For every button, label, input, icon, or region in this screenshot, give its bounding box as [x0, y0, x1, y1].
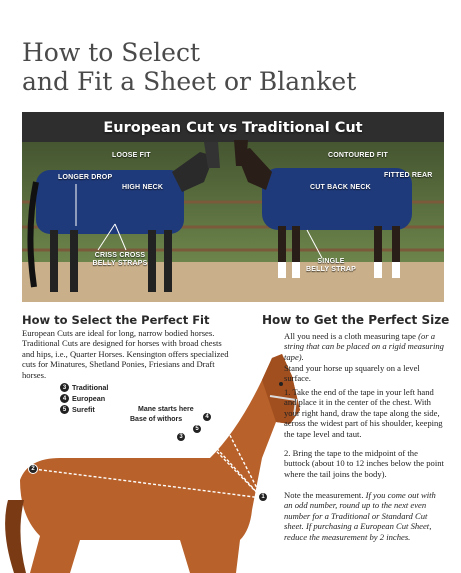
callout-single-line2: BELLY STRAP	[305, 266, 357, 273]
horses-illustration	[22, 112, 444, 302]
size-note	[284, 490, 444, 542]
page-title	[22, 38, 442, 96]
legend-label: Traditional	[72, 383, 109, 392]
mane-label: Mane starts here	[138, 406, 194, 413]
callout-criss-cross-line2: BELLY STRAPS	[92, 260, 148, 267]
size-note-detail: If you come out with an odd number, round up to the next even number for a Traditional or Standard Cut sheet. If purchasing a European Cut Sheet, reduce the measurement by 2 inches.	[284, 490, 436, 542]
size-stand: Stand your horse up squarely on a level surface.	[284, 363, 420, 384]
legend-label: European	[72, 394, 106, 403]
size-intro-text: All you need is a cloth measuring tape	[284, 331, 416, 341]
marker-3: 3	[176, 432, 186, 442]
legend-number: 5	[60, 405, 69, 414]
cut-comparison-photo	[22, 112, 444, 302]
marker-4: 4	[202, 412, 212, 422]
banner-title: European Cut vs Traditional Cut	[103, 120, 363, 136]
size-intro-note: (or a string that can be placed on a rigid measuring tape).	[284, 331, 444, 362]
size-step-1: 1. Take the end of the tape in your left hand and place it in the center of the chest. With your right hand, draw the tape along the side, across the widest part of his shoulder, keeping the tape level and taut.	[284, 387, 443, 439]
callout-fitted-rear: FITTED REAR	[384, 172, 433, 179]
legend-item	[60, 382, 108, 393]
callout-longer-drop: LONGER DROP	[58, 174, 113, 181]
chestnut-horse-illustration	[0, 340, 300, 573]
legend-label: Surefit	[72, 405, 95, 414]
callout-single-line1: SINGLE	[317, 258, 345, 265]
cut-legend	[60, 382, 108, 415]
marker-1: 1	[258, 492, 268, 502]
select-heading: How to Select the Perfect Fit	[22, 313, 210, 327]
title-line-2: and Fit a Sheet or Blanket	[22, 67, 357, 96]
size-note-label: Note the measurement.	[284, 490, 364, 500]
callout-high-neck: HIGH NECK	[122, 184, 164, 191]
withers-label: Base of withors	[130, 416, 183, 423]
legend-number: 3	[60, 383, 69, 392]
callout-criss-cross	[90, 252, 150, 268]
callout-single	[304, 258, 358, 274]
size-intro	[284, 331, 444, 362]
marker-2: 2	[28, 464, 38, 474]
callout-contoured-fit: CONTOURED FIT	[328, 152, 389, 159]
size-step-2: 2. Bring the tape to the midpoint of the buttock (about 10 to 12 inches below the point where the tail joins the body).	[284, 448, 444, 479]
marker-5: 5	[192, 424, 202, 434]
size-heading: How to Get the Perfect Size	[262, 313, 450, 327]
legend-item	[60, 404, 108, 415]
legend-number: 4	[60, 394, 69, 403]
legend-item	[60, 393, 108, 404]
callout-loose-fit: LOOSE FIT	[112, 152, 151, 159]
callout-cut-back-neck: CUT BACK NECK	[310, 184, 371, 191]
title-line-1: How to Select	[22, 38, 201, 67]
callout-criss-cross-line1: CRISS CROSS	[94, 252, 146, 259]
select-paragraph: European Cuts are ideal for long, narrow bodied horses. Traditional Cuts are designed for horses with broad chests and hips, i.e., Quarter Horses. Kensington offers specialized cuts for Minatures, Shetland Ponies, Friesians and Draft horses.	[22, 328, 229, 380]
